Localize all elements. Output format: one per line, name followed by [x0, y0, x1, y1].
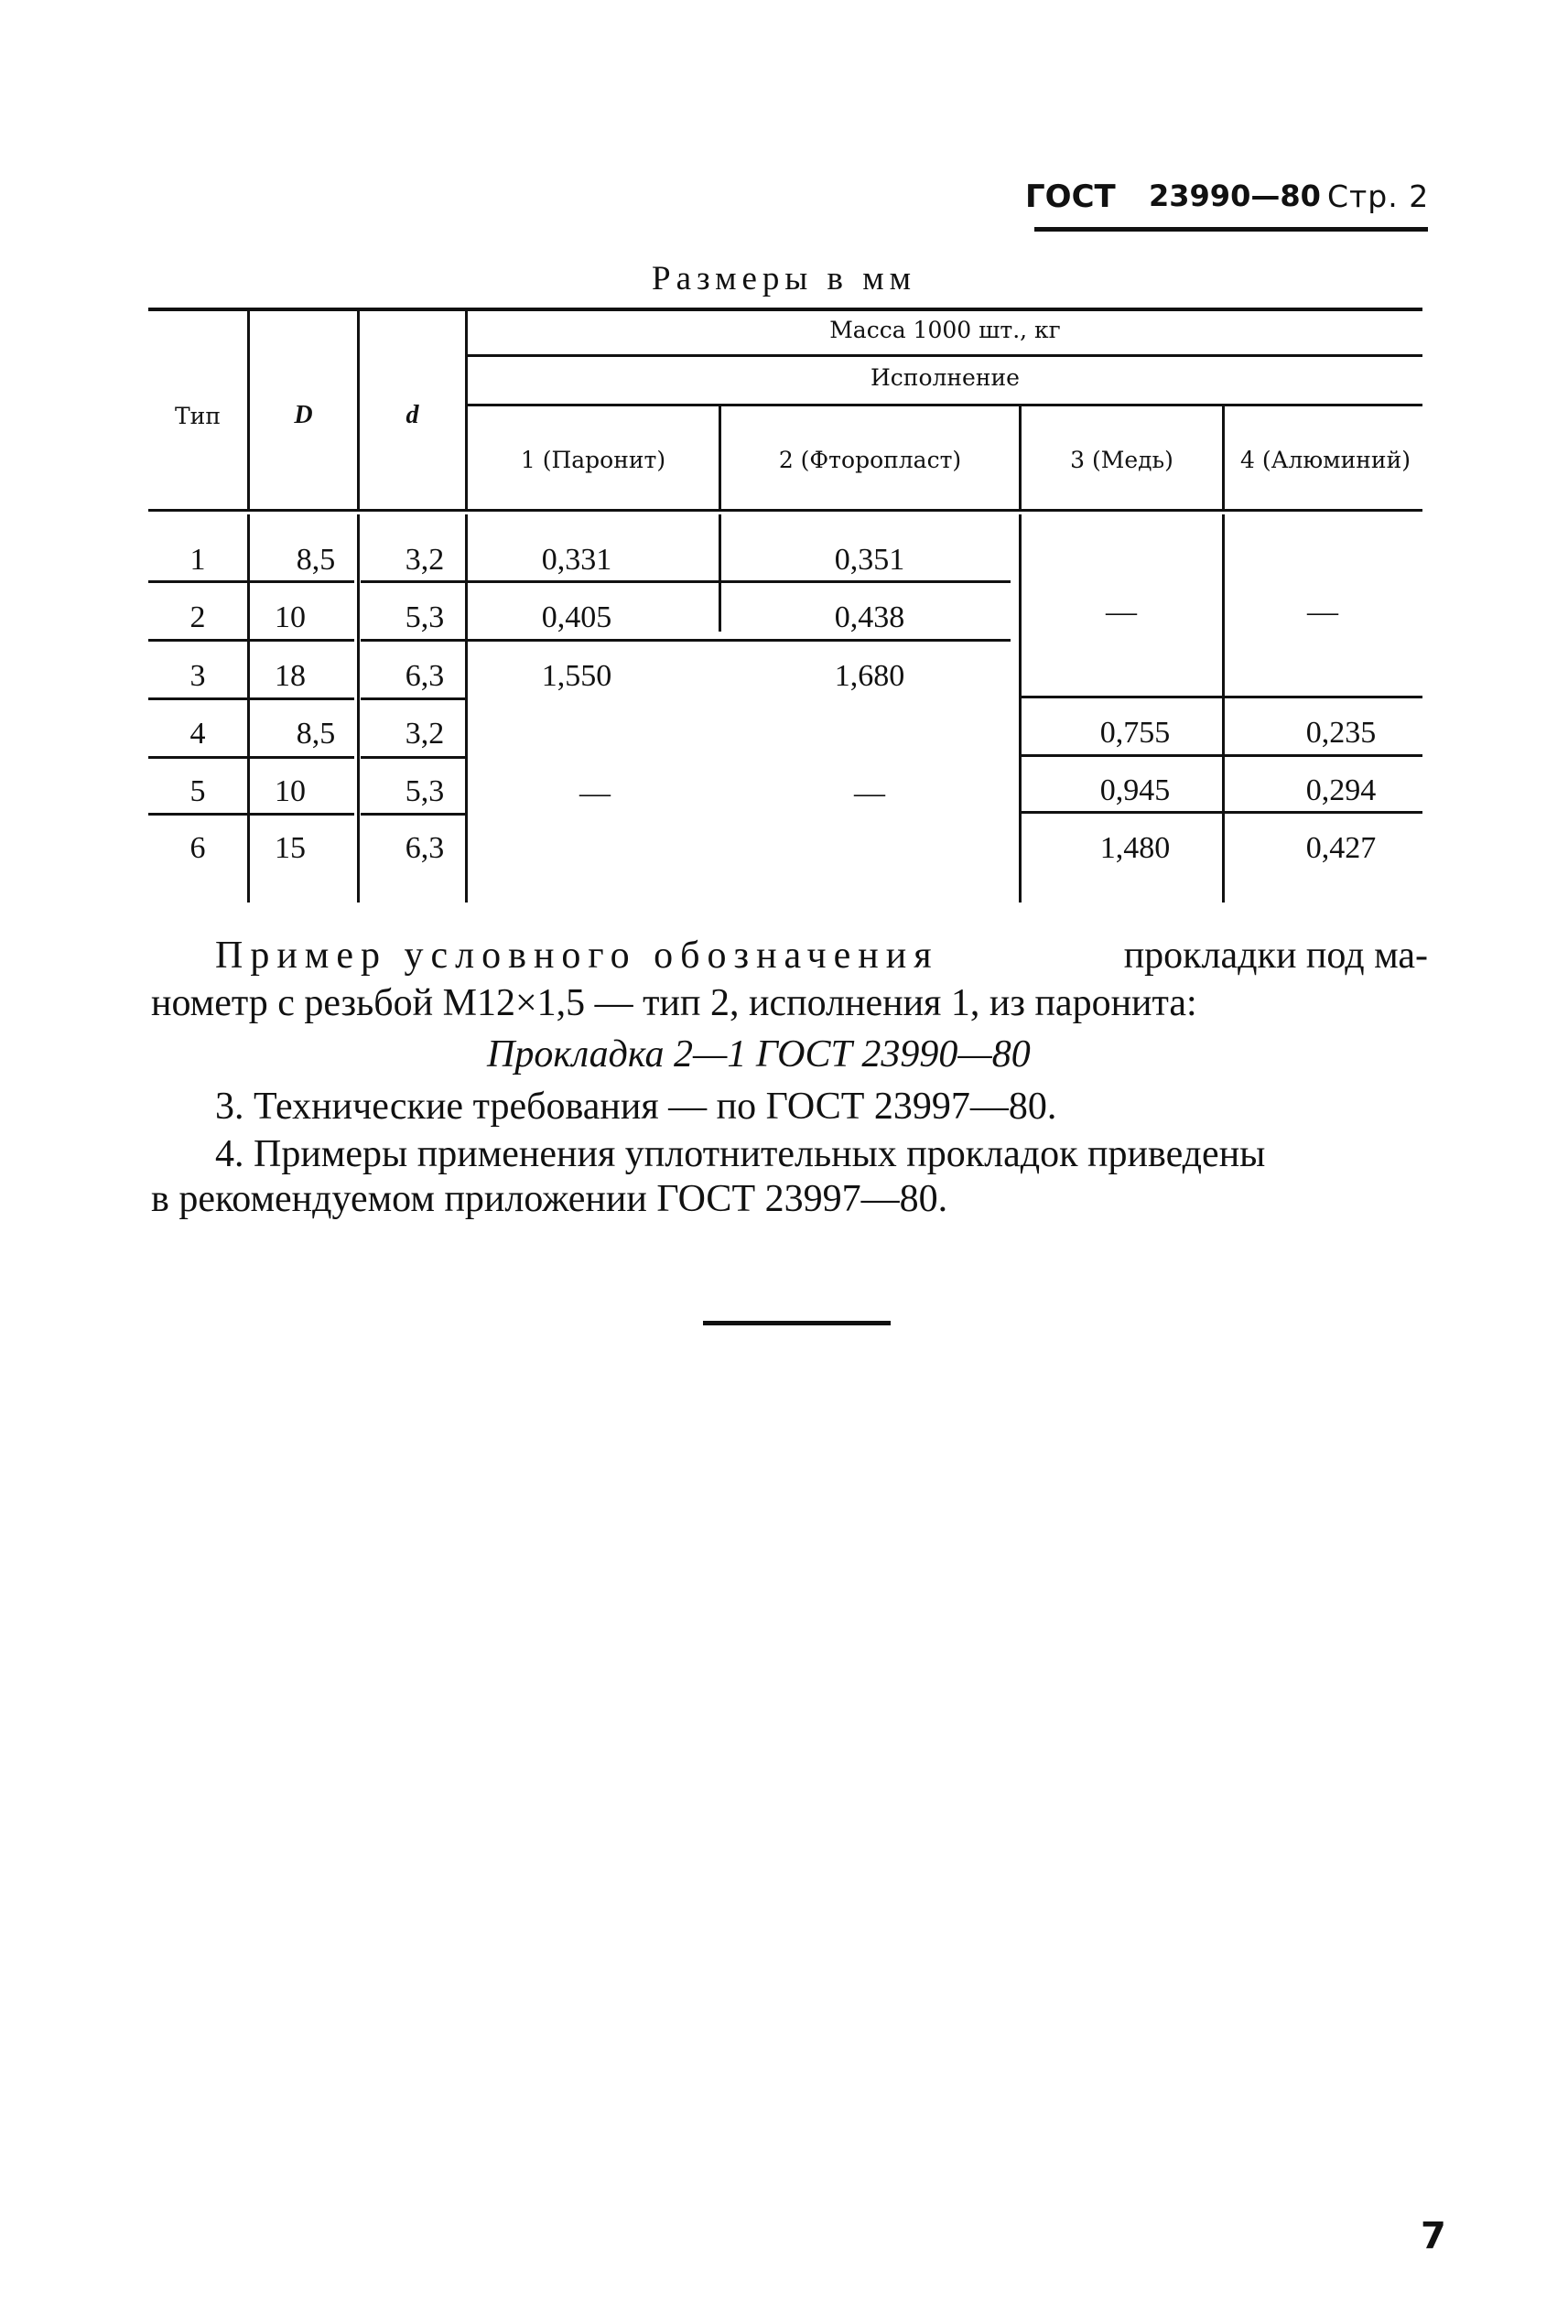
row5-d: 5,3 — [405, 774, 445, 808]
row5-copper: 0,945 — [1099, 773, 1171, 807]
row1-d: 3,2 — [405, 543, 445, 577]
row4-aluminium: 0,235 — [1305, 716, 1377, 750]
row1-type: 1 — [189, 543, 206, 577]
copper-dash-top: — — [1106, 595, 1137, 629]
col-header-ftoroplast: 2 (Фторопласт) — [778, 447, 962, 473]
row-rule-2b — [361, 639, 1011, 642]
row5-aluminium: 0,294 — [1305, 773, 1377, 807]
col-header-copper: 3 (Медь) — [1070, 447, 1173, 473]
col-header-type: Тип — [175, 403, 221, 429]
dimensions-table — [0, 0, 1568, 915]
example-spaced-phrase: Пример условного обозначения — [215, 935, 939, 977]
row4-copper: 0,755 — [1099, 716, 1171, 750]
row3-ftoroplast: 1,680 — [834, 659, 905, 693]
ftoroplast-dash-bottom: — — [854, 776, 885, 810]
header-standard-number: 23990—80 — [1149, 178, 1321, 213]
col-header-aluminium: 4 (Алюминий) — [1239, 447, 1411, 473]
row2-d: 5,3 — [405, 600, 445, 634]
body-vline-3 — [465, 514, 468, 903]
body-vline-5 — [1019, 514, 1022, 903]
example-line-2: нометр с резьбой М12×1,5 — тип 2, исполнения 1, из паронита: — [151, 982, 1197, 1024]
row3-d: 6,3 — [405, 659, 445, 693]
row-rule-4c — [1022, 754, 1422, 757]
row-rule-5b — [361, 813, 465, 816]
row6-type: 6 — [189, 831, 206, 865]
row6-aluminium: 0,427 — [1305, 831, 1377, 865]
row5-D: 10 — [275, 774, 306, 808]
page-number: 7 — [1421, 2215, 1446, 2257]
row2-D: 10 — [275, 600, 306, 634]
col-header-execution: Исполнение — [871, 364, 1020, 391]
row6-d: 6,3 — [405, 831, 445, 865]
row-rule-3a — [148, 697, 354, 700]
row3-type: 3 — [189, 659, 206, 693]
example-line-1 — [215, 934, 1428, 978]
row2-ftoroplast: 0,438 — [834, 600, 905, 634]
body-vline-2 — [357, 514, 360, 903]
row-rule-3c — [1022, 696, 1422, 698]
row5-type: 5 — [189, 774, 206, 808]
body-vline-6 — [1222, 514, 1225, 903]
col-header-mass: Масса 1000 шт., кг — [829, 317, 1061, 343]
col-header-paronit: 1 (Паронит) — [520, 447, 666, 473]
row4-type: 4 — [189, 717, 206, 751]
row-rule-4b — [361, 756, 465, 759]
row2-paronit: 0,405 — [541, 600, 612, 634]
row4-D: 8,5 — [296, 717, 336, 751]
header-rule-execution — [467, 404, 1422, 406]
designation-example: Прокладка 2—1 ГОСТ 23990—80 — [487, 1033, 1031, 1076]
row1-ftoroplast: 0,351 — [834, 543, 905, 577]
item-3-requirements: 3. Технические требования — по ГОСТ 23997—80. — [215, 1086, 1057, 1128]
example-continuation: прокладки под ма- — [1123, 935, 1428, 977]
col-header-D: D — [294, 401, 313, 429]
item-4-line-1: 4. Примеры применения уплотнительных прокладок приведены — [215, 1133, 1266, 1175]
row4-d: 3,2 — [405, 717, 445, 751]
item-4-line-2: в рекомендуемом приложении ГОСТ 23997—80. — [151, 1178, 948, 1220]
row6-copper: 1,480 — [1099, 831, 1171, 865]
units-caption: Размеры в мм — [652, 260, 917, 297]
header-rule-mass — [467, 354, 1422, 357]
col-header-d: d — [406, 401, 419, 429]
body-vline-4 — [719, 514, 721, 632]
header-bottom-rule — [148, 509, 1422, 512]
body-vline-1 — [247, 514, 250, 903]
row-rule-3b — [361, 697, 465, 700]
row3-D: 18 — [275, 659, 306, 693]
table-top-rule — [148, 308, 1422, 311]
row-rule-1b — [361, 580, 1011, 583]
row-rule-4a — [148, 756, 354, 759]
row-rule-5c — [1022, 811, 1422, 814]
row-rule-1a — [148, 580, 354, 583]
row6-D: 15 — [275, 831, 306, 865]
row-rule-5a — [148, 813, 354, 816]
paronit-dash-bottom: — — [579, 776, 611, 810]
end-rule — [703, 1321, 891, 1325]
row3-paronit: 1,550 — [541, 659, 612, 693]
header-gost: ГОСТ — [1025, 178, 1116, 215]
row1-D: 8,5 — [296, 543, 336, 577]
row2-type: 2 — [189, 600, 206, 634]
header-page-ref: Стр. 2 — [1327, 178, 1430, 214]
row-rule-2a — [148, 639, 354, 642]
aluminium-dash-top: — — [1307, 595, 1338, 629]
row1-paronit: 0,331 — [541, 543, 612, 577]
